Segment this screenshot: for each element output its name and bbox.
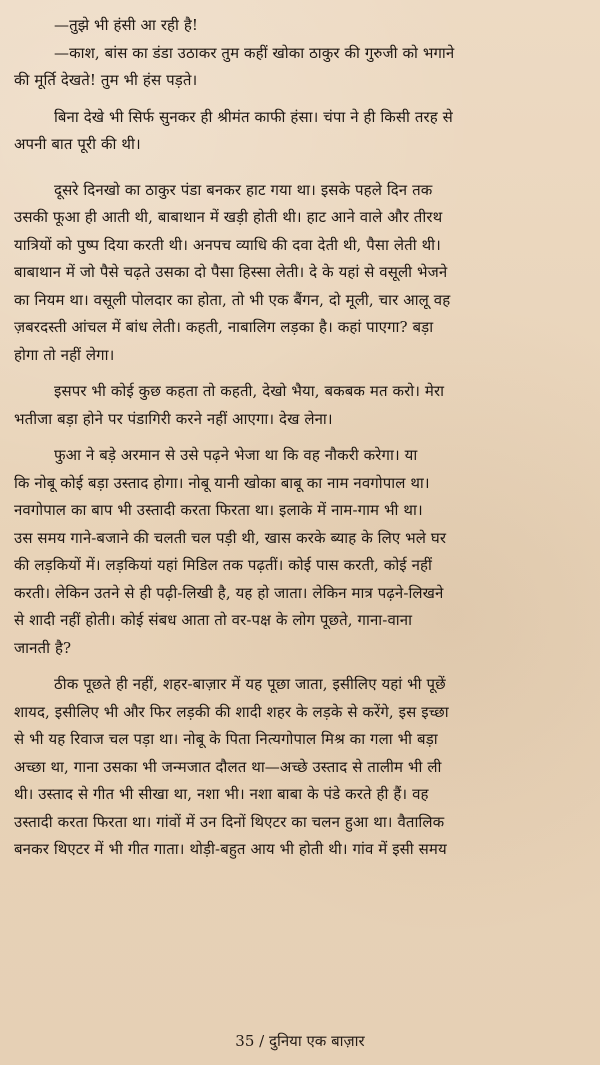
text-line: की मूर्ति देखते! तुम भी हंस पड़ते। [14, 71, 198, 89]
text-line: से शादी नहीं होती। कोई संबध आता तो वर-पक्ष के लोग पूछते, गाना-वाना [14, 611, 413, 629]
paragraph-gap [14, 369, 588, 378]
text-line: इसपर भी कोई कुछ कहता तो कहती, देखो भैया, बकबक मत करो। मेरा [54, 382, 445, 400]
text-line: दूसरे दिनखो का ठाकुर पंडा बनकर हाट गया था। इसके पहले दिन तक [54, 180, 433, 199]
text-line: उस्तादी करता फिरता था। गांवों में उन दिनों थिएटर का चलन हुआ था। वैतालिक [14, 812, 445, 831]
text-line: नवगोपाल का बाप भी उस्तादी करता फिरता था। इलाके में नाम-गाम भी था। [14, 501, 423, 519]
text-line: बाबाथान में जो पैसे चढ़ते उसका दो पैसा हिस्सा लेती। दे के यहां से वसूली भेजने [14, 263, 448, 281]
text-line: ज़बरदस्ती आंचल में बांध लेती। कहती, नाबालिग लड़का है। कहां पाएगा? बड़ा [14, 318, 434, 336]
text-line: भतीजा बड़ा होने पर पंडागिरी करने नहीं आएगा। देख लेना। [14, 409, 333, 428]
text-line: उस समय गाने-बजाने की चलती चल पड़ी थी, खास करके ब्याह के लिए भले घर [14, 528, 447, 547]
paragraph-gap [14, 433, 588, 442]
text-line: बनकर थिएटर में भी गीत गाता। थोड़ी-बहुत आय भी होती थी। गांव में इसी समय [14, 840, 447, 858]
text-line: यात्रियों को पुष्प दिया करती थी। अनपच व्याधि की दवा देती थी, पैसा लेती थी। [14, 235, 441, 254]
text-line: —तुझे भी हंसी आ रही है! [54, 16, 199, 34]
paragraph-gap [14, 662, 588, 671]
text-line: ठीक पूछते ही नहीं, शहर-बाज़ार में यह पूछा जाता, इसीलिए यहां भी पूछें [54, 675, 446, 693]
text-line: थी। उस्ताद से गीत भी सीखा था, नशा भी। नशा बाबा के पंडे करते ही हैं। वह [14, 785, 429, 803]
paragraph-gap [14, 95, 588, 104]
text-line: का नियम था। वसूली पोलदार का होता, तो भी एक बैंगन, दो मूली, चार आलू वह [14, 290, 451, 309]
text-line: फुआ ने बड़े अरमान से उसे पढ़ने भेजा था कि वह नौकरी करेगा। या [54, 446, 418, 464]
text-line: अच्छा था, गाना उसका भी जन्मजात दौलत था—अच्छे उस्ताद से तालीम भी ली [14, 757, 442, 776]
text-line: उसकी फूआ ही आती थी, बाबाथान में खड़ी होती थी। हाट आने वाले और तीरथ [14, 208, 443, 226]
text-line: से भी यह रिवाज चल पड़ा था। नोबू के पिता नित्यगोपाल मिश्र का गला भी बड़ा [14, 730, 438, 748]
text-line: बिना देखे भी सिर्फ सुनकर ही श्रीमंत काफी हंसा। चंपा ने ही किसी तरह से [54, 107, 453, 126]
text-line: जानती है? [14, 638, 72, 657]
text-line: करती। लेकिन उतने से ही पढ़ी-लिखी है, यह हो जाता। लेकिन मात्र पढ़ने-लिखने [14, 583, 444, 602]
text-line: —काश, बांस का डंडा उठाकर तुम कहीं खोका ठाकुर की गुरुजी को भगाने [54, 43, 455, 62]
text-line: कि नोबू कोई बड़ा उस्ताद होगा। नोबू यानी खोका बाबू का नाम नवगोपाल था। [14, 473, 430, 492]
text-line: की लड़कियों में। लड़कियां यहां मिडिल तक पढ़तीं। कोई पास करती, कोई नहीं [14, 556, 433, 574]
text-line: शायद, इसीलिए भी और फिर लड़की की शादी शहर के लड़के से करेंगे, इस इच्छा [14, 702, 449, 721]
paragraph-gap [14, 159, 588, 177]
page-text [14, 12, 588, 1016]
page-footer: 35 / दुनिया एक बाज़ार [235, 1032, 365, 1050]
text-line: अपनी बात पूरी की थी। [14, 135, 141, 153]
text-line: होगा तो नहीं लेगा। [14, 345, 115, 364]
